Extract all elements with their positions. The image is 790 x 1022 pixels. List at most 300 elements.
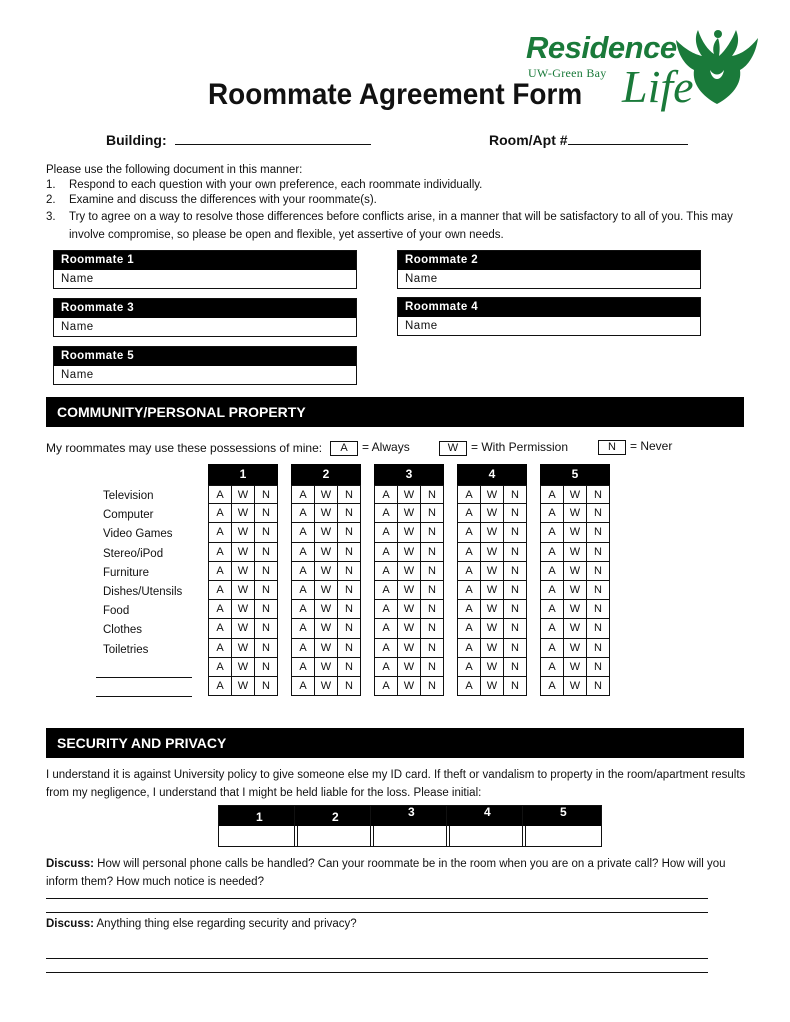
rating-option[interactable]: W bbox=[481, 504, 504, 523]
rating-option[interactable]: N bbox=[338, 619, 361, 638]
community-section-header: COMMUNITY/PERSONAL PROPERTY bbox=[46, 397, 744, 427]
roommate-name-field[interactable]: Name bbox=[405, 320, 438, 332]
rating-option[interactable]: W bbox=[232, 677, 255, 696]
rating-option[interactable]: W bbox=[564, 677, 587, 696]
rating-option[interactable]: W bbox=[315, 543, 338, 562]
instructions bbox=[46, 163, 746, 244]
rating-option[interactable]: A bbox=[457, 485, 481, 504]
roommate-5-box[interactable] bbox=[53, 346, 357, 385]
grid-roommate-number: 3 bbox=[374, 464, 444, 485]
rating-option[interactable]: N bbox=[421, 658, 444, 677]
rating-option[interactable]: A bbox=[540, 523, 564, 542]
rating-row bbox=[208, 485, 278, 504]
initial-box-number: 2 bbox=[295, 806, 373, 826]
rating-option[interactable]: A bbox=[457, 639, 481, 658]
roommate-4-box[interactable] bbox=[397, 297, 701, 336]
rating-row bbox=[374, 658, 444, 677]
building-label: Building: bbox=[106, 132, 167, 148]
rating-row bbox=[540, 562, 610, 581]
rating-option[interactable]: A bbox=[291, 504, 315, 523]
rating-option[interactable]: A bbox=[291, 523, 315, 542]
rating-row bbox=[291, 523, 361, 542]
legend-code: N bbox=[598, 440, 626, 455]
rating-option[interactable]: W bbox=[564, 619, 587, 638]
rating-option[interactable]: W bbox=[481, 523, 504, 542]
rating-option[interactable]: W bbox=[564, 504, 587, 523]
roommate-rating-grid bbox=[374, 464, 444, 696]
rating-option[interactable]: A bbox=[374, 504, 398, 523]
rating-option[interactable]: N bbox=[504, 523, 527, 542]
roommate-1-box[interactable] bbox=[53, 250, 357, 289]
rating-option[interactable]: N bbox=[338, 658, 361, 677]
roommate-rating-grid bbox=[208, 464, 278, 696]
rating-row bbox=[457, 581, 527, 600]
rating-option[interactable]: W bbox=[564, 581, 587, 600]
rating-option[interactable]: A bbox=[374, 581, 398, 600]
rating-option[interactable]: A bbox=[540, 562, 564, 581]
rating-option[interactable]: N bbox=[504, 600, 527, 619]
rating-option[interactable]: A bbox=[540, 658, 564, 677]
custom-possession-line[interactable] bbox=[96, 696, 192, 697]
rating-option[interactable]: N bbox=[255, 581, 278, 600]
rating-row bbox=[208, 677, 278, 696]
initial-input[interactable] bbox=[371, 826, 449, 846]
rating-option[interactable]: W bbox=[232, 523, 255, 542]
rating-row bbox=[540, 523, 610, 542]
rating-option[interactable]: W bbox=[481, 543, 504, 562]
discuss-question: Anything thing else regarding security and privacy? bbox=[93, 918, 357, 930]
rating-option[interactable]: W bbox=[481, 600, 504, 619]
instruction-item bbox=[46, 178, 746, 193]
rating-option[interactable]: N bbox=[587, 658, 610, 677]
rating-row bbox=[291, 504, 361, 523]
rating-option[interactable]: N bbox=[255, 658, 278, 677]
roommate-name-field[interactable]: Name bbox=[61, 321, 94, 333]
rating-row bbox=[457, 523, 527, 542]
rating-option[interactable]: A bbox=[208, 562, 232, 581]
rating-row bbox=[208, 619, 278, 638]
possession-label: Toiletries bbox=[103, 643, 149, 656]
rating-option[interactable]: W bbox=[481, 581, 504, 600]
initial-box-number: 4 bbox=[447, 806, 525, 826]
rating-option[interactable]: A bbox=[208, 581, 232, 600]
rating-option[interactable]: A bbox=[540, 677, 564, 696]
rating-row bbox=[291, 619, 361, 638]
rating-option[interactable]: W bbox=[232, 658, 255, 677]
rating-option[interactable]: N bbox=[338, 523, 361, 542]
rating-option[interactable]: A bbox=[457, 619, 481, 638]
rating-option[interactable]: W bbox=[315, 581, 338, 600]
rating-option[interactable]: W bbox=[398, 543, 421, 562]
rating-option[interactable]: A bbox=[208, 600, 232, 619]
rating-option[interactable]: W bbox=[481, 619, 504, 638]
answer-line[interactable] bbox=[46, 958, 708, 959]
rating-option[interactable]: A bbox=[374, 523, 398, 542]
rating-option[interactable]: W bbox=[315, 658, 338, 677]
rating-option[interactable]: W bbox=[564, 485, 587, 504]
rating-row bbox=[208, 581, 278, 600]
rating-row bbox=[374, 562, 444, 581]
rating-option[interactable]: A bbox=[374, 619, 398, 638]
rating-option[interactable]: N bbox=[338, 581, 361, 600]
rating-option[interactable]: N bbox=[255, 504, 278, 523]
rating-option[interactable]: W bbox=[564, 543, 587, 562]
rating-option[interactable]: W bbox=[232, 504, 255, 523]
logo-life-text: Life bbox=[622, 61, 694, 112]
rating-row bbox=[540, 639, 610, 658]
possession-label: Computer bbox=[103, 509, 154, 522]
roommate-title: Roommate 2 bbox=[398, 251, 700, 270]
rating-option[interactable]: W bbox=[232, 485, 255, 504]
initial-box-number: 3 bbox=[371, 806, 449, 826]
rating-option[interactable]: W bbox=[398, 658, 421, 677]
rating-row bbox=[208, 639, 278, 658]
rating-option[interactable]: N bbox=[587, 485, 610, 504]
rating-row bbox=[374, 619, 444, 638]
roommate-title: Roommate 4 bbox=[398, 298, 700, 317]
security-policy-text: I understand it is against University policy to give someone else my ID card. If theft or vandalism to property in the room/apartment results from my negligence, I understand that I might be held liable for the loss. Please initial: bbox=[46, 769, 746, 799]
rating-option[interactable]: W bbox=[564, 639, 587, 658]
rating-option[interactable]: N bbox=[504, 658, 527, 677]
rating-option[interactable]: N bbox=[504, 485, 527, 504]
rating-option[interactable]: W bbox=[564, 523, 587, 542]
legend-code: A bbox=[330, 441, 358, 456]
rating-row bbox=[374, 639, 444, 658]
rating-row bbox=[208, 504, 278, 523]
rating-option[interactable]: N bbox=[587, 619, 610, 638]
rating-option[interactable]: N bbox=[587, 639, 610, 658]
rating-row bbox=[457, 562, 527, 581]
rating-option[interactable]: W bbox=[481, 639, 504, 658]
rating-option[interactable]: A bbox=[291, 543, 315, 562]
rating-row bbox=[540, 581, 610, 600]
rating-option[interactable]: W bbox=[232, 562, 255, 581]
rating-row bbox=[540, 504, 610, 523]
instruction-item bbox=[46, 208, 746, 244]
rating-option[interactable]: W bbox=[398, 600, 421, 619]
rating-option[interactable]: N bbox=[421, 581, 444, 600]
initial-box[interactable] bbox=[370, 805, 450, 847]
rating-row bbox=[540, 658, 610, 677]
rating-option[interactable]: N bbox=[421, 485, 444, 504]
rating-row bbox=[457, 677, 527, 696]
roommate-name-field[interactable]: Name bbox=[61, 369, 94, 381]
security-section-header: SECURITY AND PRIVACY bbox=[46, 728, 744, 758]
rating-option[interactable]: N bbox=[421, 639, 444, 658]
rating-option[interactable]: W bbox=[232, 619, 255, 638]
rating-option[interactable]: N bbox=[338, 504, 361, 523]
rating-option[interactable]: W bbox=[398, 677, 421, 696]
rating-option[interactable]: A bbox=[291, 677, 315, 696]
room-field[interactable] bbox=[489, 131, 688, 150]
possession-label: Dishes/Utensils bbox=[103, 586, 183, 598]
rating-option[interactable]: A bbox=[291, 600, 315, 619]
rating-row bbox=[457, 619, 527, 638]
rating-option[interactable]: A bbox=[208, 543, 232, 562]
instruction-text: Examine and discuss the differences with your roommate(s). bbox=[69, 194, 377, 206]
rating-row bbox=[457, 543, 527, 562]
rating-option[interactable]: W bbox=[398, 619, 421, 638]
rating-option[interactable]: N bbox=[255, 619, 278, 638]
rating-option[interactable]: W bbox=[315, 504, 338, 523]
discuss-label: Discuss: bbox=[46, 918, 94, 930]
rating-row bbox=[208, 562, 278, 581]
discuss-label: Discuss: bbox=[46, 858, 94, 870]
rating-row bbox=[291, 639, 361, 658]
grid-roommate-number: 1 bbox=[208, 464, 278, 485]
rating-row bbox=[208, 543, 278, 562]
rating-option[interactable]: A bbox=[291, 619, 315, 638]
rating-option[interactable]: N bbox=[338, 600, 361, 619]
rating-option[interactable]: A bbox=[208, 619, 232, 638]
room-input-line[interactable] bbox=[568, 131, 688, 145]
possession-label: Furniture bbox=[103, 566, 150, 579]
rating-option[interactable]: N bbox=[587, 600, 610, 619]
rating-option[interactable]: W bbox=[232, 600, 255, 619]
rating-option[interactable]: A bbox=[208, 523, 232, 542]
initial-box-number: 1 bbox=[219, 806, 297, 826]
rating-option[interactable]: A bbox=[540, 581, 564, 600]
rating-option[interactable]: W bbox=[232, 581, 255, 600]
rating-option[interactable]: N bbox=[255, 600, 278, 619]
rating-option[interactable]: N bbox=[504, 677, 527, 696]
rating-option[interactable]: A bbox=[374, 639, 398, 658]
roommate-2-box[interactable] bbox=[397, 250, 701, 289]
rating-option[interactable]: A bbox=[374, 485, 398, 504]
rating-option[interactable]: W bbox=[398, 485, 421, 504]
rating-option[interactable]: W bbox=[315, 677, 338, 696]
rating-option[interactable]: N bbox=[338, 677, 361, 696]
rating-option[interactable]: A bbox=[457, 504, 481, 523]
rating-option[interactable]: A bbox=[208, 658, 232, 677]
rating-row bbox=[540, 485, 610, 504]
rating-option[interactable]: W bbox=[315, 619, 338, 638]
rating-option[interactable]: A bbox=[540, 543, 564, 562]
rating-row bbox=[291, 543, 361, 562]
initial-input[interactable] bbox=[295, 826, 373, 846]
rating-option[interactable]: W bbox=[315, 562, 338, 581]
rating-row bbox=[457, 639, 527, 658]
rating-option[interactable]: W bbox=[315, 639, 338, 658]
rating-option[interactable]: W bbox=[398, 639, 421, 658]
rating-option[interactable]: N bbox=[255, 523, 278, 542]
building-field[interactable] bbox=[106, 131, 371, 150]
logo-residence-text: Residence bbox=[526, 30, 677, 65]
rating-row bbox=[291, 581, 361, 600]
rating-option[interactable]: W bbox=[481, 658, 504, 677]
rating-option[interactable]: A bbox=[208, 504, 232, 523]
rating-option[interactable]: N bbox=[504, 581, 527, 600]
answer-line[interactable] bbox=[46, 972, 708, 973]
roommate-rating-grid bbox=[291, 464, 361, 696]
roommate-rating-grid bbox=[457, 464, 527, 696]
rating-option[interactable]: N bbox=[255, 639, 278, 658]
rating-option[interactable]: N bbox=[504, 562, 527, 581]
rating-option[interactable]: N bbox=[338, 543, 361, 562]
rating-option[interactable]: N bbox=[587, 523, 610, 542]
rating-option[interactable]: W bbox=[481, 485, 504, 504]
rating-option[interactable]: A bbox=[457, 543, 481, 562]
rating-row bbox=[291, 658, 361, 677]
legend-label: = With Permission bbox=[471, 440, 569, 454]
initial-input[interactable] bbox=[523, 826, 601, 846]
rating-row bbox=[291, 677, 361, 696]
rating-option[interactable]: N bbox=[421, 562, 444, 581]
rating-option[interactable]: W bbox=[398, 523, 421, 542]
legend-label: = Never bbox=[630, 439, 673, 453]
rating-option[interactable]: A bbox=[291, 658, 315, 677]
rating-option[interactable]: A bbox=[540, 600, 564, 619]
instruction-text: Respond to each question with your own preference, each roommate individually. bbox=[69, 179, 483, 191]
legend-code: W bbox=[439, 441, 467, 456]
instructions-intro: Please use the following document in this manner: bbox=[46, 164, 303, 176]
rating-option[interactable]: W bbox=[564, 562, 587, 581]
legend-never bbox=[598, 439, 672, 455]
rating-option[interactable]: W bbox=[564, 600, 587, 619]
instruction-item bbox=[46, 193, 746, 208]
rating-option[interactable]: A bbox=[291, 581, 315, 600]
logo-uwgb-text: UW-Green Bay bbox=[528, 66, 607, 80]
room-label: Room/Apt # bbox=[489, 132, 568, 148]
instruction-text: Try to agree on a way to resolve those differences before conflicts arise, in a manner that will be satisfactory to all of you. This may involve compromise, so please be open and flexible, yet assertive of your own needs. bbox=[69, 211, 733, 241]
rating-row bbox=[374, 485, 444, 504]
instruction-number: 2. bbox=[46, 194, 56, 206]
rating-option[interactable]: A bbox=[457, 677, 481, 696]
rating-option[interactable]: A bbox=[208, 639, 232, 658]
rating-option[interactable]: N bbox=[587, 581, 610, 600]
roommate-name-field[interactable]: Name bbox=[405, 273, 438, 285]
rating-row bbox=[374, 677, 444, 696]
rating-option[interactable]: A bbox=[374, 677, 398, 696]
rating-option[interactable]: A bbox=[208, 485, 232, 504]
rating-row bbox=[540, 600, 610, 619]
rating-option[interactable]: W bbox=[232, 543, 255, 562]
page-title: Roommate Agreement Form bbox=[208, 78, 583, 111]
custom-possession-line[interactable] bbox=[96, 677, 192, 678]
roommate-title: Roommate 1 bbox=[54, 251, 356, 270]
rating-option[interactable]: N bbox=[421, 504, 444, 523]
initial-box[interactable] bbox=[522, 805, 602, 847]
rating-option[interactable]: W bbox=[315, 600, 338, 619]
rating-row bbox=[457, 600, 527, 619]
rating-option[interactable]: N bbox=[504, 619, 527, 638]
rating-option[interactable]: N bbox=[421, 523, 444, 542]
rating-row bbox=[208, 523, 278, 542]
rating-option[interactable]: W bbox=[398, 581, 421, 600]
discuss-question: How will personal phone calls be handled? Can your roommate be in the room when you are on a private call? How will you inform them? How much notice is needed? bbox=[46, 858, 726, 888]
rating-option[interactable]: W bbox=[564, 658, 587, 677]
rating-row bbox=[457, 658, 527, 677]
rating-option[interactable]: A bbox=[457, 658, 481, 677]
rating-option[interactable]: N bbox=[421, 619, 444, 638]
rating-option[interactable]: A bbox=[374, 600, 398, 619]
possession-label: Stereo/iPod bbox=[103, 547, 164, 560]
possession-label: Video Games bbox=[103, 528, 173, 541]
rating-option[interactable]: A bbox=[457, 600, 481, 619]
roommate-rating-grid bbox=[540, 464, 610, 696]
roommate-name-field[interactable]: Name bbox=[61, 273, 94, 285]
rating-option[interactable]: A bbox=[540, 485, 564, 504]
rating-option[interactable]: W bbox=[315, 523, 338, 542]
rating-option[interactable]: N bbox=[587, 504, 610, 523]
initial-box-number: 5 bbox=[523, 806, 601, 826]
rating-option[interactable]: N bbox=[421, 677, 444, 696]
rating-option[interactable]: W bbox=[398, 504, 421, 523]
phoenix-icon bbox=[672, 26, 762, 106]
legend-label: = Always bbox=[362, 440, 410, 454]
rating-option[interactable]: A bbox=[374, 543, 398, 562]
rating-row bbox=[291, 485, 361, 504]
grid-roommate-number: 5 bbox=[540, 464, 610, 485]
rating-option[interactable]: N bbox=[255, 677, 278, 696]
initial-box[interactable] bbox=[294, 805, 374, 847]
rating-option[interactable]: N bbox=[421, 543, 444, 562]
possession-label: Food bbox=[103, 605, 130, 618]
rating-option[interactable]: N bbox=[587, 562, 610, 581]
rating-row bbox=[540, 543, 610, 562]
rating-option[interactable]: A bbox=[457, 523, 481, 542]
roommate-title: Roommate 5 bbox=[54, 347, 356, 366]
rating-row bbox=[291, 562, 361, 581]
rating-option[interactable]: A bbox=[291, 562, 315, 581]
possession-label: Clothes bbox=[103, 624, 142, 637]
rating-option[interactable]: A bbox=[374, 658, 398, 677]
answer-line[interactable] bbox=[46, 898, 708, 899]
rating-option[interactable]: W bbox=[315, 485, 338, 504]
rating-option[interactable]: W bbox=[232, 639, 255, 658]
rating-option[interactable]: A bbox=[540, 619, 564, 638]
rating-option[interactable]: N bbox=[504, 639, 527, 658]
rating-option[interactable]: W bbox=[398, 562, 421, 581]
rating-option[interactable]: N bbox=[338, 485, 361, 504]
building-input-line[interactable] bbox=[175, 131, 371, 145]
initial-input[interactable] bbox=[447, 826, 525, 846]
initial-box[interactable] bbox=[218, 805, 298, 847]
rating-option[interactable]: N bbox=[421, 600, 444, 619]
possession-label: Television bbox=[103, 490, 154, 502]
rating-row bbox=[208, 600, 278, 619]
rating-option[interactable]: A bbox=[374, 562, 398, 581]
rating-option[interactable]: A bbox=[540, 504, 564, 523]
rating-option[interactable]: N bbox=[338, 639, 361, 658]
grid-roommate-number: 2 bbox=[291, 464, 361, 485]
rating-option[interactable]: A bbox=[457, 581, 481, 600]
roommate-3-box[interactable] bbox=[53, 298, 357, 337]
instruction-number: 1. bbox=[46, 179, 56, 191]
rating-option[interactable]: W bbox=[481, 562, 504, 581]
rating-row bbox=[374, 543, 444, 562]
rating-option[interactable]: N bbox=[255, 485, 278, 504]
rating-option[interactable]: N bbox=[587, 543, 610, 562]
initial-input[interactable] bbox=[219, 826, 297, 846]
rating-row bbox=[291, 600, 361, 619]
answer-line[interactable] bbox=[46, 912, 708, 913]
rating-option[interactable]: A bbox=[208, 677, 232, 696]
rating-option[interactable]: A bbox=[540, 639, 564, 658]
rating-option[interactable]: A bbox=[291, 485, 315, 504]
rating-option[interactable]: N bbox=[255, 562, 278, 581]
rating-option[interactable]: N bbox=[587, 677, 610, 696]
rating-option[interactable]: N bbox=[504, 543, 527, 562]
rating-option[interactable]: A bbox=[291, 639, 315, 658]
rating-option[interactable]: N bbox=[255, 543, 278, 562]
community-prompt: My roommates may use these possessions of mine: bbox=[46, 441, 323, 455]
rating-option[interactable]: W bbox=[481, 677, 504, 696]
rating-option[interactable]: A bbox=[457, 562, 481, 581]
initial-box[interactable] bbox=[446, 805, 526, 847]
rating-option[interactable]: N bbox=[504, 504, 527, 523]
rating-option[interactable]: N bbox=[338, 562, 361, 581]
